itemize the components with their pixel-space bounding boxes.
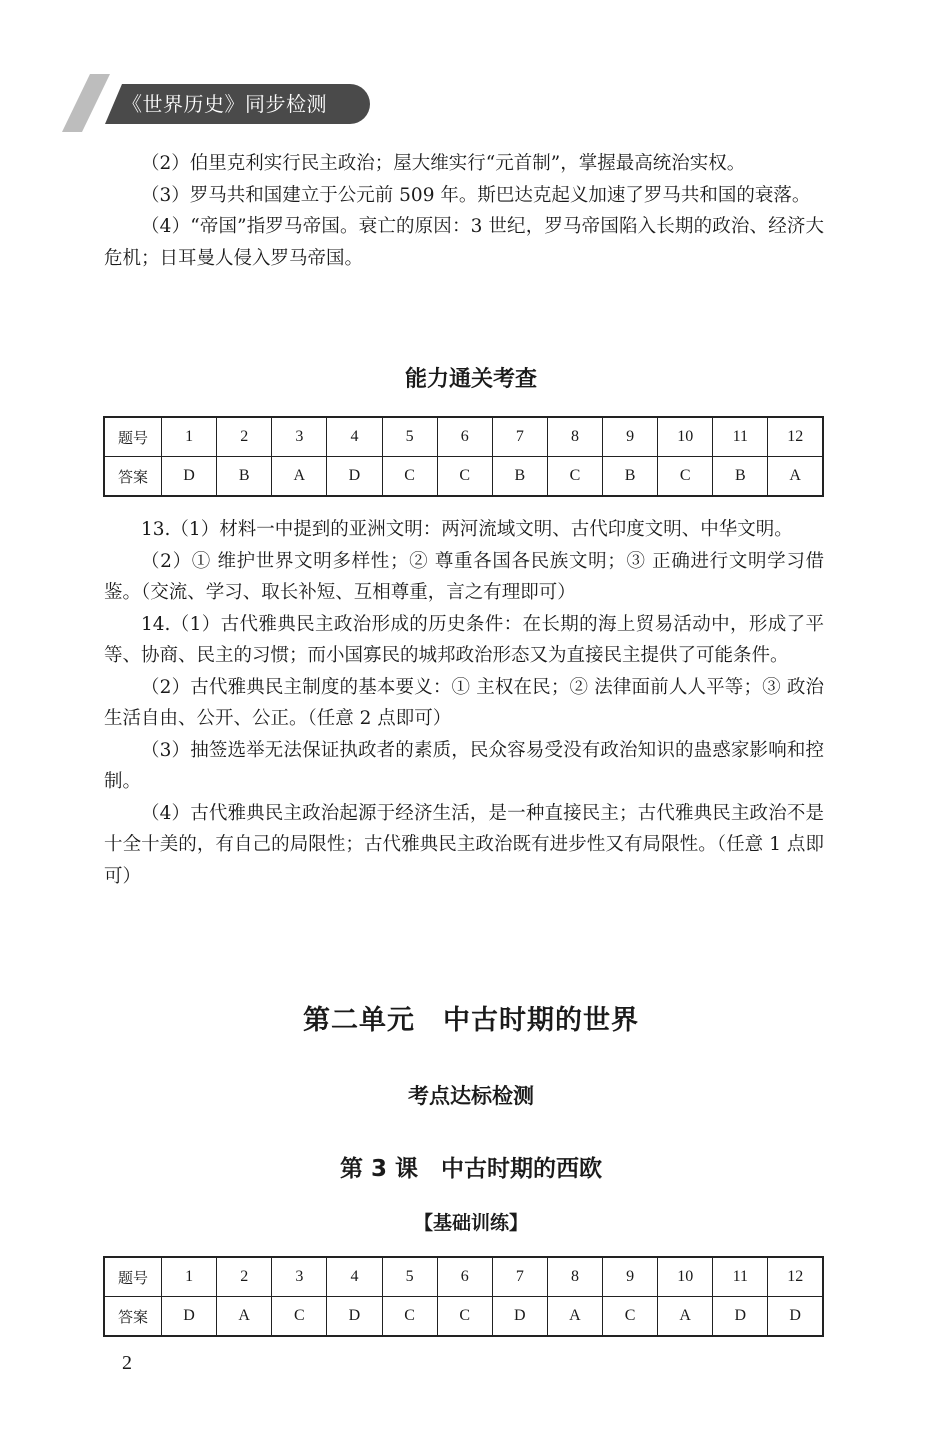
table-row-answers	[104, 1297, 823, 1337]
table-cell: A	[768, 457, 823, 497]
table-cell: D	[713, 1297, 768, 1337]
table-cell: A	[217, 1297, 272, 1337]
table-cell: C	[658, 457, 713, 497]
table-cell: 2	[217, 417, 272, 457]
table-cell: 10	[658, 1257, 713, 1297]
table-cell: 6	[437, 1257, 492, 1297]
table-cell: A	[547, 1297, 602, 1337]
paragraph: 14.（1）古代雅典民主政治形成的历史条件：在长期的海上贸易活动中，形成了平等、协商、民主的习惯；而小国寡民的城邦政治形态又为直接民主提供了可能条件。	[104, 613, 824, 666]
table-cell: C	[437, 1297, 492, 1337]
table-cell: D	[162, 1297, 217, 1337]
table-cell: 2	[217, 1257, 272, 1297]
table-cell: 11	[713, 417, 768, 457]
table-cell: D	[492, 1297, 547, 1337]
row-label: 题号	[104, 1257, 162, 1297]
paragraph: （2）① 维护世界文明多样性；② 尊重各国各民族文明；③ 正确进行文明学习借鉴。（交流、学习、取长补短、互相尊重，言之有理即可）	[104, 550, 824, 603]
table-cell: 1	[162, 417, 217, 457]
section-title: 能力通关考查	[404, 367, 537, 392]
table-cell: 4	[327, 417, 382, 457]
table-cell: B	[603, 457, 658, 497]
row-label: 答案	[104, 1297, 162, 1337]
answer-block-1	[104, 148, 824, 274]
table-cell: 10	[658, 417, 713, 457]
table-row-numbers	[104, 417, 823, 457]
subsection-title: 考点达标检测	[408, 1084, 534, 1108]
table-cell: 7	[492, 1257, 547, 1297]
training-title: 【基础训练】	[413, 1212, 528, 1234]
table-cell: 8	[547, 417, 602, 457]
table-cell: 3	[272, 1257, 327, 1297]
answer-table-2	[103, 1256, 824, 1337]
paragraph: （2）伯里克利实行民主政治；屋大维实行“元首制”，掌握最高统治实权。	[141, 153, 746, 174]
table-cell: D	[327, 457, 382, 497]
table-cell: B	[217, 457, 272, 497]
page-number: 2	[122, 1352, 132, 1374]
answer-table-1	[103, 416, 824, 497]
header-title: 《世界历史》同步检测	[122, 92, 327, 116]
table-cell: C	[272, 1297, 327, 1337]
table-cell: A	[658, 1297, 713, 1337]
table-cell: 5	[382, 417, 437, 457]
table-cell: 1	[162, 1257, 217, 1297]
table-cell: 9	[603, 1257, 658, 1297]
answer-block-2	[104, 514, 824, 892]
table-row-numbers	[104, 1257, 823, 1297]
table-row-answers	[104, 457, 823, 497]
table-cell: 12	[768, 1257, 823, 1297]
table-cell: 3	[272, 417, 327, 457]
paragraph: （3）罗马共和国建立于公元前 509 年。斯巴达克起义加速了罗马共和国的衰落。	[141, 184, 811, 206]
table-cell: C	[382, 1297, 437, 1337]
table-cell: D	[768, 1297, 823, 1337]
table-cell: 11	[713, 1257, 768, 1297]
paragraph: （3）抽签选举无法保证执政者的素质，民众容易受没有政治知识的蛊惑家影响和控制。	[104, 739, 824, 792]
paragraph: 13.（1）材料一中提到的亚洲文明：两河流域文明、古代印度文明、中华文明。	[141, 519, 793, 540]
table-cell: D	[162, 457, 217, 497]
table-cell: 9	[603, 417, 658, 457]
paragraph: （2）古代雅典民主制度的基本要义：① 主权在民；② 法律面前人人平等；③ 政治生活自由、公开、公正。（任意 2 点即可）	[104, 676, 824, 729]
table-cell: C	[382, 457, 437, 497]
table-cell: 4	[327, 1257, 382, 1297]
table-cell: 12	[768, 417, 823, 457]
paragraph: （4）古代雅典民主政治起源于经济生活，是一种直接民主；古代雅典民主政治不是十全十美的，有自己的局限性；古代雅典民主政治既有进步性又有局限性。（任意 1 点即可）	[104, 802, 824, 887]
table-cell: D	[327, 1297, 382, 1337]
table-cell: C	[547, 457, 602, 497]
table-cell: C	[603, 1297, 658, 1337]
table-cell: B	[713, 457, 768, 497]
table-cell: 8	[547, 1257, 602, 1297]
table-cell: 6	[437, 417, 492, 457]
row-label: 答案	[104, 457, 162, 497]
table-cell: B	[492, 457, 547, 497]
paragraph: （4）“帝国”指罗马帝国。衰亡的原因：3 世纪，罗马帝国陷入长期的政治、经济大危机；日耳曼人侵入罗马帝国。	[104, 216, 824, 269]
table-cell: C	[437, 457, 492, 497]
table-cell: 7	[492, 417, 547, 457]
table-cell: A	[272, 457, 327, 497]
table-cell: 5	[382, 1257, 437, 1297]
row-label: 题号	[104, 417, 162, 457]
lesson-title: 第 3 课 中古时期的西欧	[339, 1156, 603, 1182]
unit-title: 第二单元 中古时期的世界	[303, 1005, 639, 1036]
